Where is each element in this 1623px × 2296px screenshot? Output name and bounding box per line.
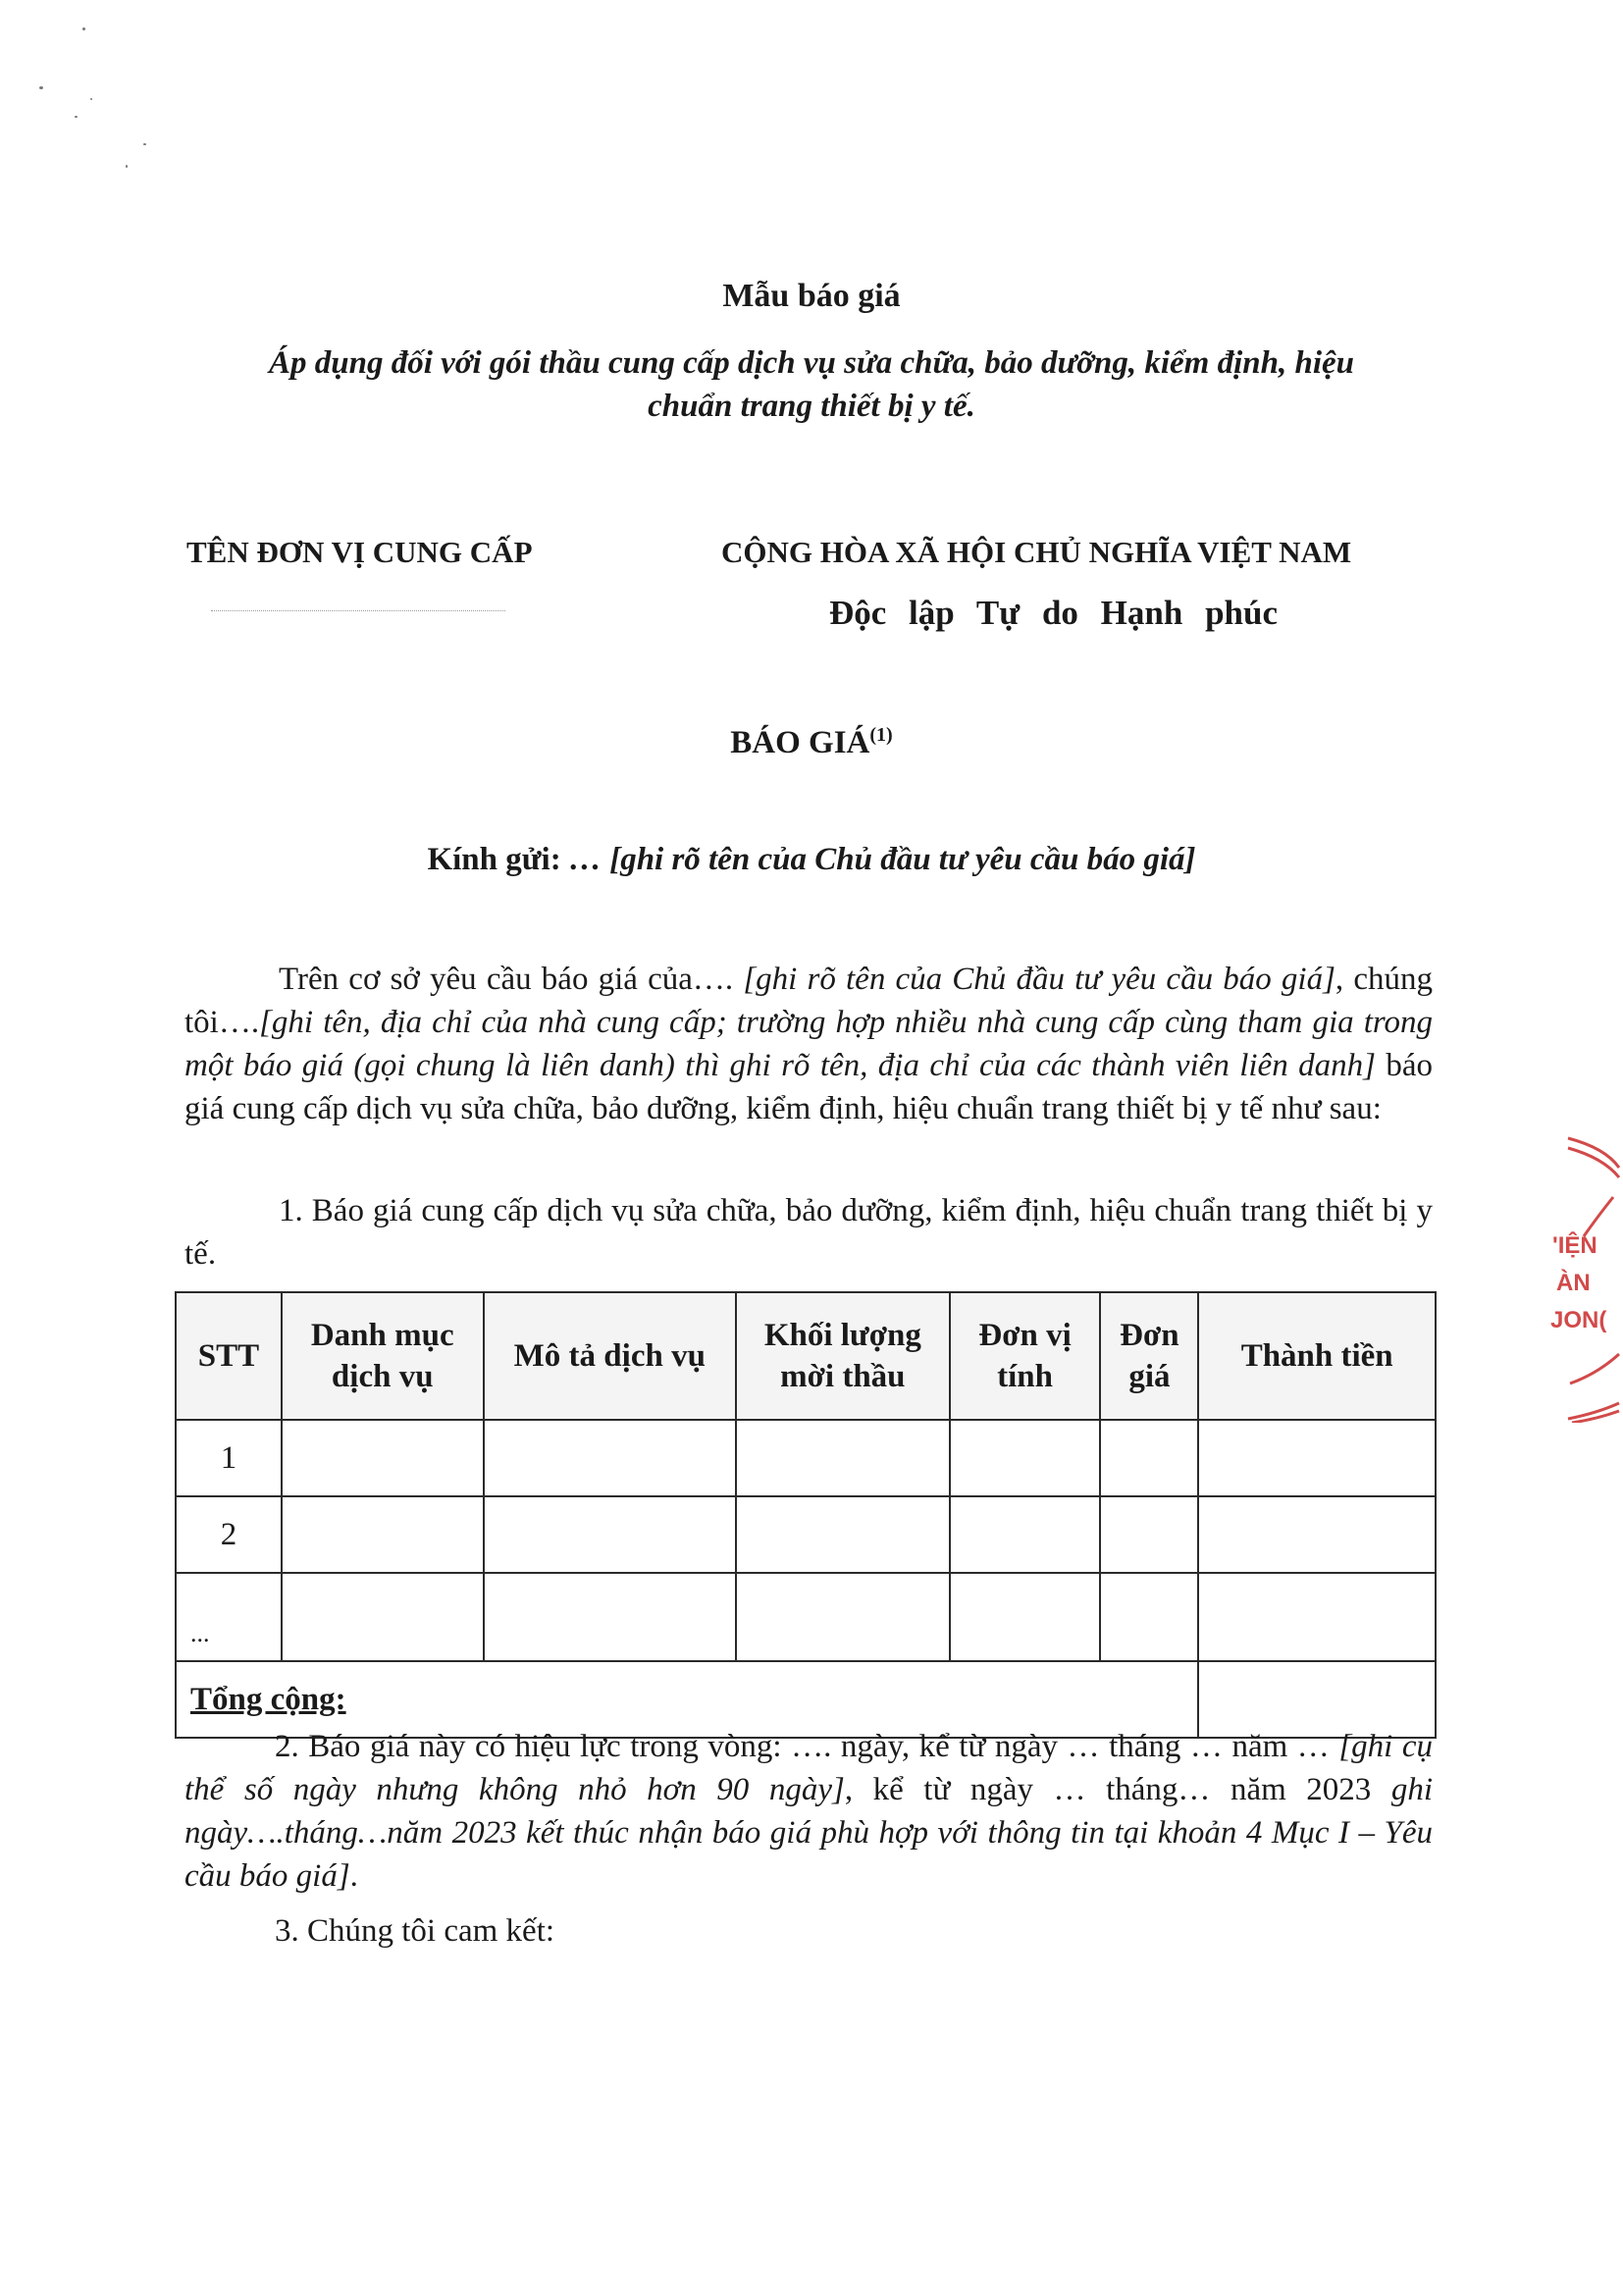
form-subtitle-line2: chuẩn trang thiết bị y tế. [648,389,975,424]
header-quantity: Khối lượng mời thầu [736,1292,950,1420]
table-cell [1100,1420,1198,1496]
table-row [176,1496,1436,1573]
form-title: Mẫu báo giá [722,278,901,314]
scan-speck [75,116,78,118]
total-label: Tổng cộng: [176,1661,1198,1738]
item-2-text-d: ghi ngày….tháng…năm 2023 kết thúc nhận báo giá phù hợp với thông tin tại khoản 4 Mục I – Yêu cầu báo giá] [184,1772,1433,1894]
table-cell [484,1496,736,1573]
addressee-value: … [ghi rõ tên của Chủ đầu tư yêu cầu báo giá] [568,842,1196,877]
scan-speck [39,86,43,89]
header-service-description: Mô tả dịch vụ [484,1292,736,1420]
form-subtitle [201,341,1422,428]
table-cell [484,1420,736,1496]
intro-text-a: Trên cơ sở yêu cầu báo giá của…. [279,962,744,997]
scan-speck [90,98,92,100]
table-cell [736,1496,950,1573]
scan-speck [143,143,146,145]
table-cell [484,1573,736,1661]
header-unit: Đơn vị tính [950,1292,1101,1420]
item-2-text-c: , kể từ ngày … tháng… năm 2023 [844,1772,1391,1807]
table-row [176,1420,1436,1496]
quote-title [0,724,1623,761]
table-cell [1100,1496,1198,1573]
stamp-text-1: 'IỆN [1552,1232,1597,1259]
item-2-text-b: [ghi cụ thể số ngày nhưng không nhỏ hơn 90 ngày] [184,1729,1433,1807]
table-cell [950,1420,1101,1496]
header-amount: Thành tiền [1198,1292,1436,1420]
table-cell [950,1496,1101,1573]
table-cell [1198,1420,1436,1496]
table-cell [950,1573,1101,1661]
addressee-label: Kính gửi: [427,842,561,877]
scan-speck [126,165,128,168]
item-2-paragraph [184,1725,1433,1898]
form-subtitle-line1: Áp dụng đối với gói thầu cung cấp dịch vụ sửa chữa, bảo dưỡng, kiểm định, hiệu [269,345,1354,381]
header-stt: STT [176,1292,282,1420]
national-motto: Độc lập Tự do Hạnh phúc [829,594,1279,632]
table-header-row [176,1292,1436,1420]
table-cell: ... [176,1573,282,1661]
intro-paragraph [184,958,1433,1130]
quote-title-text: BÁO GIÁ [730,725,870,760]
header-unit-price: Đơn giá [1100,1292,1198,1420]
quote-table [175,1291,1437,1739]
table-cell [736,1573,950,1661]
intro-text-b: [ghi rõ tên của Chủ đầu tư yêu cầu báo giá] [743,962,1335,997]
item-1-paragraph: 1. Báo giá cung cấp dịch vụ sửa chữa, bảo dưỡng, kiểm định, hiệu chuẩn trang thiết bị y tế. [184,1193,1433,1272]
table-cell: 1 [176,1420,282,1496]
stamp-text-2: ÀN [1556,1270,1591,1296]
table-cell [1198,1496,1436,1573]
footnote-marker: (1) [869,724,893,746]
table-cell: 2 [176,1496,282,1573]
item-3-paragraph: 3. Chúng tôi cam kết: [275,1913,555,1949]
item-2-text-a: 2. Báo giá này có hiệu lực trong vòng: …. ngày, kể từ ngày … tháng … năm … [275,1729,1339,1764]
intro-text-d: [ghi tên, địa chỉ của nhà cung cấp; trường hợp nhiều nhà cung cấp cùng tham gia trong một báo giá (gọi chung là liên danh) thì ghi rõ tên, địa chỉ của các thành viên liên danh] [184,1005,1433,1083]
intro-text-e: báo giá cung cấp dịch vụ sửa chữa, bảo dưỡng, kiểm định, hiệu chuẩn trang thiết bị y tế như sau: [184,1048,1433,1126]
supplier-underline [211,610,505,611]
addressee-line [0,842,1623,878]
table-cell [282,1420,484,1496]
table-cell [1100,1573,1198,1661]
table-cell [282,1573,484,1661]
table-row [176,1573,1436,1661]
scan-speck [82,27,85,30]
table-cell [282,1496,484,1573]
stamp-text-3: JON( [1550,1307,1607,1333]
intro-text-c: , chúng tôi…. [184,962,1433,1040]
header-service-category: Danh mục dịch vụ [282,1292,484,1420]
table-cell [1198,1573,1436,1661]
table-cell [736,1420,950,1496]
item-2-text-e: . [349,1858,358,1894]
supplier-name-label: TÊN ĐƠN VỊ CUNG CẤP [186,535,533,569]
national-heading: CỘNG HÒA XÃ HỘI CHỦ NGHĨA VIỆT NAM [721,535,1352,569]
